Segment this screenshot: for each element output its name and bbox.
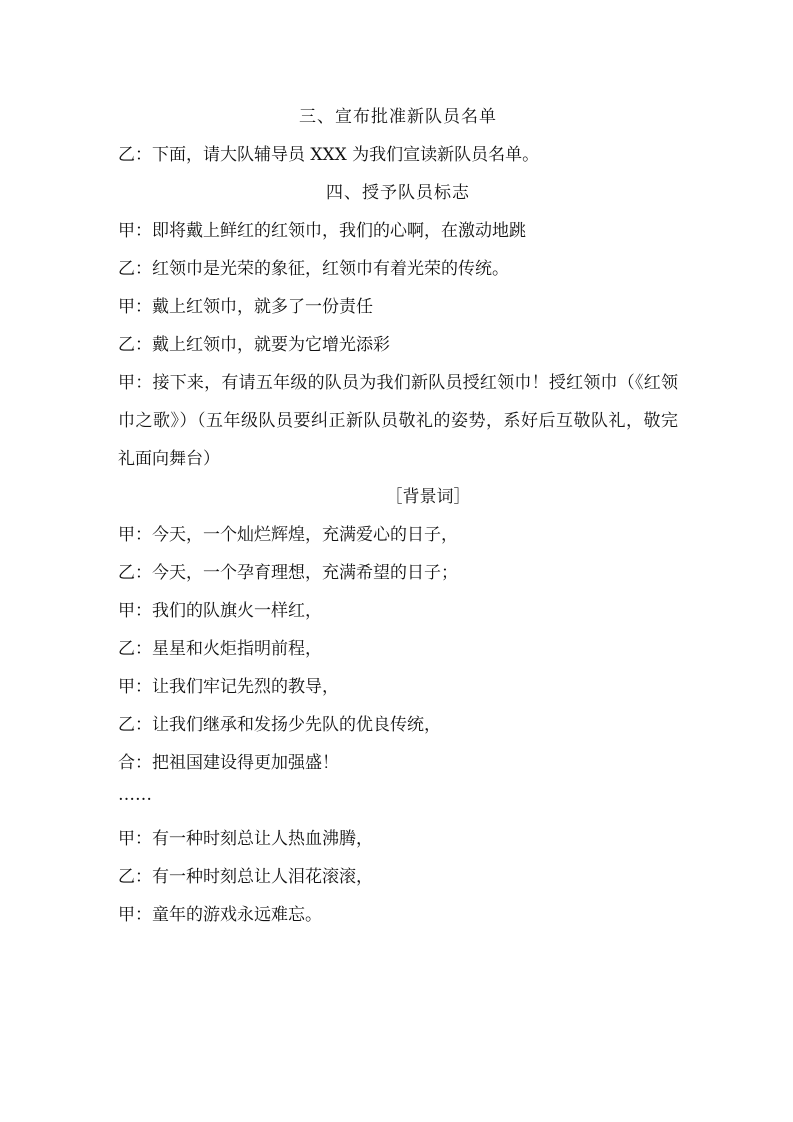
dialogue-line: 乙：让我们继承和发扬少先队的优良传统， (118, 715, 441, 735)
section-heading-4: 四、授予队员标志 (326, 183, 470, 203)
dialogue-line: 甲：我们的队旗火一样红， (118, 601, 322, 621)
dialogue-line: 甲：即将戴上鲜红的红领巾，我们的心啊，在激动地跳 (118, 221, 526, 241)
dialogue-line: 乙：星星和火炬指明前程， (118, 639, 322, 659)
dialogue-line: 乙：戴上红领巾，就要为它增光添彩 (118, 335, 390, 355)
dialogue-line: 乙：今天，一个孕育理想，充满希望的日子； (118, 563, 458, 583)
dialogue-line: 甲：有一种时刻总让人热血沸腾， (118, 829, 373, 849)
dialogue-line: 甲：戴上红领巾，就多了一份责任 (118, 297, 373, 317)
dialogue-line: 合：把祖国建设得更加强盛！ (118, 753, 339, 773)
dialogue-line: 甲：童年的游戏永远难忘。 (118, 905, 322, 925)
dialogue-line: 乙：下面，请大队辅导员 XXX 为我们宣读新队员名单。 (118, 145, 540, 165)
document-body (118, 98, 678, 934)
dialogue-line: 乙：有一种时刻总让人泪花滚滚， (118, 867, 373, 887)
background-words-heading: ［背景词］ (385, 487, 471, 507)
dialogue-line: 甲：今天，一个灿烂辉煌，充满爱心的日子， (118, 525, 458, 545)
section-heading-3: 三、宣布批准新队员名单 (299, 107, 497, 127)
dialogue-line: 乙：红领巾是光荣的象征，红领巾有着光荣的传统。 (118, 259, 509, 279)
ellipsis: …… (118, 785, 152, 805)
dialogue-line: 甲：让我们牢记先烈的教导， (118, 677, 339, 697)
dialogue-paragraph: 甲：接下来，有请五年级的队员为我们新队员授红领巾！授红领巾（《红领巾之歌》）（五年级队员要纠正新队员敬礼的姿势，系好后互敬队礼，敬完礼面向舞台） (118, 373, 678, 469)
